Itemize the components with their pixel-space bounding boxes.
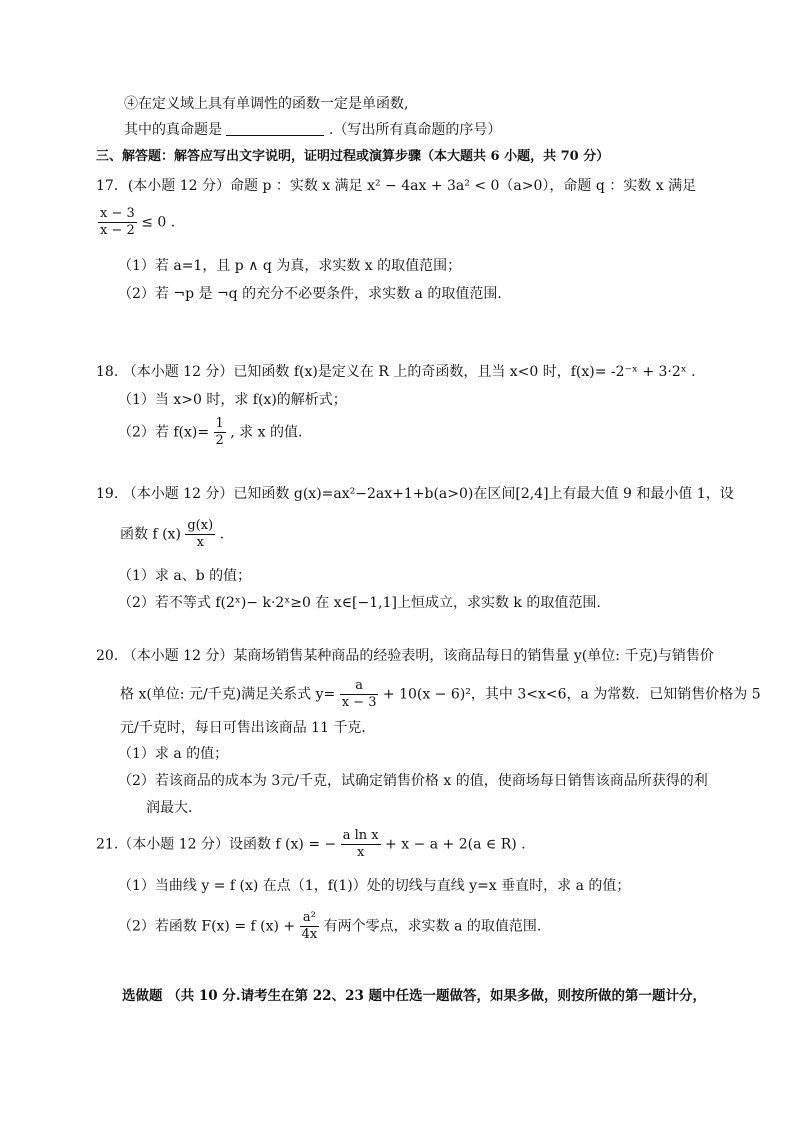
q20-frac-num: a bbox=[340, 678, 379, 695]
q18-frac-num: 1 bbox=[215, 416, 224, 431]
answer-blank[interactable] bbox=[226, 121, 324, 136]
q16-answer-line bbox=[124, 120, 501, 140]
q17-stem: 17．(本小题 12 分）命题 p ：实数 x 满足 x² − 4ax + 3a² < 0（a>0），命题 q ：实数 x 满足 bbox=[96, 178, 697, 194]
q17-part1: （1）若 a=1，且 p ∧ q 为真，求实数 x 的取值范围； bbox=[118, 258, 462, 274]
q20-fraction bbox=[340, 678, 379, 711]
q19-func-prefix: 函数 f (x) bbox=[120, 526, 181, 543]
q18-stem: 18. （本小题 12 分）已知函数 f(x)是定义在 R 上的奇函数，且当 x<0 时，f(x)= -2⁻ˣ + 3·2ˣ . bbox=[96, 364, 696, 380]
q21-frac-den: x bbox=[356, 845, 365, 860]
q17-fraction bbox=[98, 206, 137, 239]
q19-stem: 19. （本小题 12 分）已知函数 g(x)=ax²−2ax+1+b(a>0)在区间[2,4]上有最大值 9 和最小值 1，设 bbox=[96, 486, 734, 502]
q18-part1: （1）当 x>0 时，求 f(x)的解析式； bbox=[118, 392, 347, 408]
q20-part1: （1）求 a 的值； bbox=[118, 746, 229, 762]
q18-fraction bbox=[214, 416, 226, 449]
q20-stem: 20. （本小题 12 分）某商场销售某种商品的经验表明，该商品每日的销售量 y(单位: 千克)与销售价 bbox=[96, 648, 714, 664]
q19-part1: （1）求 a、b 的值； bbox=[118, 568, 252, 584]
q21-part2-prefix: （2）若函数 F(x) = f (x) + bbox=[118, 918, 296, 935]
q20-frac-den: x − 3 bbox=[341, 695, 377, 710]
q19-frac-num: g(x) bbox=[187, 518, 214, 533]
q21-stem-suffix: + x − a + 2(a ∈ R) . bbox=[385, 836, 526, 853]
q20-part2-line1: （2）若该商品的成本为 3元/千克，试确定销售价格 x 的值，使商场每日销售该商品所获得的利 bbox=[118, 773, 708, 789]
q21-stem bbox=[96, 828, 526, 861]
q21-part2-den: 4x bbox=[301, 927, 318, 942]
q17-frac-tail: ≤ 0 . bbox=[141, 214, 176, 231]
q18-part2 bbox=[118, 416, 302, 449]
q21-part2-suffix: 有两个零点，求实数 a 的取值范围. bbox=[323, 918, 542, 935]
q17-frac-num: x − 3 bbox=[100, 206, 135, 221]
q19-function bbox=[120, 518, 224, 551]
q18-part2-prefix: （2）若 f(x)= bbox=[118, 424, 210, 441]
elective-header: 选做题 （共 10 分.请考生在第 22、23 题中任选一题做答，如果多做，则按所做的第一题计分， bbox=[122, 988, 707, 1004]
q21-part2-fraction bbox=[300, 910, 320, 943]
q21-part1: （1）当曲线 y = f (x) 在点（1，f(1)）处的切线与直线 y=x 垂直时，求 a 的值； bbox=[118, 878, 631, 894]
q20-line3: 元/千克时，每日可售出该商品 11 千克． bbox=[120, 720, 376, 736]
q16-answer-prefix: 其中的真命题是 bbox=[124, 122, 222, 138]
q19-frac-den: x bbox=[196, 535, 204, 550]
q20-line2-prefix: 格 x(单位: 元/千克)满足关系式 y= bbox=[120, 686, 336, 703]
section3-header: 三、解答题：解答应写出文字说明，证明过程或演算步骤（本大题共 6 小题，共 70 分） bbox=[96, 149, 610, 164]
q17-condition bbox=[98, 206, 175, 239]
q20-line2 bbox=[120, 678, 761, 711]
q19-func-tail: . bbox=[219, 526, 225, 543]
q21-frac-num: a ln x bbox=[342, 828, 379, 843]
q21-part2 bbox=[118, 910, 541, 943]
q17-part2: （2）若 ¬p 是 ¬q 的充分不必要条件，求实数 a 的取值范围. bbox=[118, 286, 502, 302]
q19-part2: （2）若不等式 f(2ˣ)− k·2ˣ≥0 在 x∈[−1,1]上恒成立，求实数 k 的取值范围. bbox=[118, 595, 601, 611]
q20-part2-line2: 润最大． bbox=[146, 800, 202, 816]
q20-line2-suffix: + 10(x − 6)²，其中 3<x<6，a 为常数．已知销售价格为 5 bbox=[382, 686, 761, 703]
q18-part2-suffix: , 求 x 的值. bbox=[230, 424, 303, 441]
q16-item4: ④在定义域上具有单调性的函数一定是单函数, bbox=[124, 96, 409, 112]
q19-fraction bbox=[185, 518, 215, 551]
q21-part2-num: a² bbox=[300, 910, 320, 927]
q17-frac-den: x − 2 bbox=[100, 223, 135, 238]
q16-answer-suffix: .（写出所有真命题的序号） bbox=[328, 122, 502, 138]
q18-frac-den: 2 bbox=[215, 433, 224, 448]
q21-stem-prefix: 21.（本小题 12 分）设函数 f (x) = − bbox=[96, 836, 337, 853]
q21-fraction bbox=[341, 828, 381, 861]
